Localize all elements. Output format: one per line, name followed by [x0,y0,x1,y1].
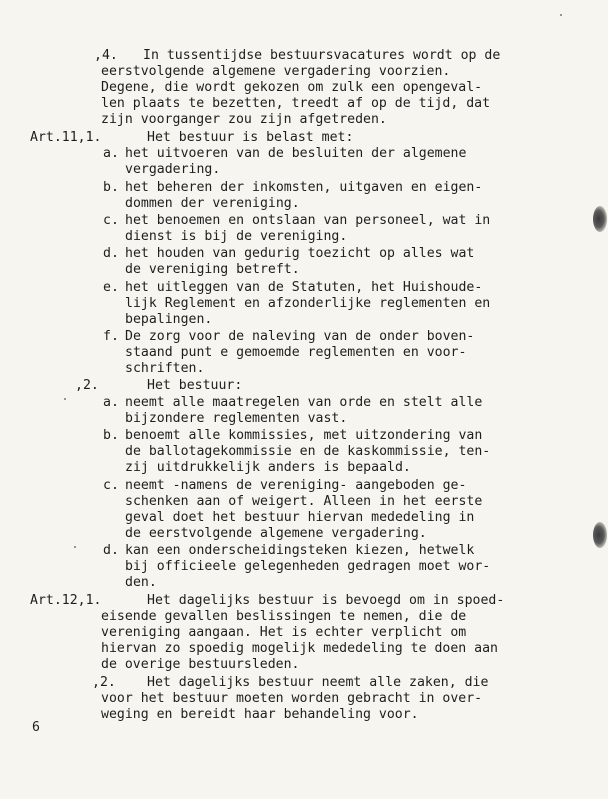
text-line: Degene, die wordt gekozen om zulk een opengeval- [101,80,483,95]
text-line: neemt alle maatregelen van orde en stelt alle [125,395,483,410]
article-heading: Art.12,1. [30,593,102,608]
speck [74,546,76,548]
text-line: bijzondere reglementen vast. [125,411,348,426]
item-marker: ,2. [92,675,116,690]
text-line: zij uitdrukkelijk anders is bepaald. [125,460,411,475]
text-line: dommen der vereniging. [125,196,300,211]
text-line: schriften. [125,361,205,376]
text-line: zijn voorganger zou zijn afgetreden. [101,112,387,127]
text-line: lijk Reglement en afzonderlijke reglementen en [125,296,491,311]
text-line: het uitvoeren van de besluiten der algemene [125,146,467,161]
item-marker: ,4. [94,48,118,63]
text-line: het benoemen en ontslaan van personeel, wat in [125,213,491,228]
item-marker: c. [103,478,119,493]
text-line: de vereniging betreft. [125,262,300,277]
article-heading: Art.11,1. [30,130,102,145]
text-line: de eerstvolgende algemene vergadering. [125,526,427,541]
text-line: het houden van gedurig toezicht op alles wat [125,246,475,261]
page-number: 6 [32,720,40,735]
text-line: neemt -namens de vereniging- aangeboden ge- [125,478,467,493]
item-marker: d. [103,246,119,261]
text-line: bepalingen. [125,312,213,327]
item-marker: e. [103,280,119,295]
text-line: dienst is bij de vereniging. [125,229,348,244]
text-line: Het bestuur is belast met: [147,130,354,145]
text-line: benoemt alle kommissies, met uitzondering van [125,428,483,443]
text-line: De zorg voor de naleving van de onder boven- [125,329,475,344]
item-marker: a. [103,395,119,410]
speck [64,398,66,400]
text-line: schenken aan of weigert. Alleen in het eerste [125,494,483,509]
item-marker: c. [103,213,119,228]
text-line: In tussentijdse bestuursvacatures wordt op de [143,48,501,63]
item-marker: b. [103,180,119,195]
text-line: den. [125,575,157,590]
text-line: len plaats te bezetten, treedt af op de tijd, dat [101,96,491,111]
item-marker: ,2. [75,378,99,393]
item-marker: d. [103,543,119,558]
text-line: hiervan zo spoedig mogelijk mededeling te doen aan [101,641,498,656]
item-marker: b. [103,428,119,443]
text-line: de overige bestuursleden. [101,657,300,672]
text-line: voor het bestuur moeten worden gebracht in over- [101,691,483,706]
item-marker: f. [103,329,119,344]
text-line: het beheren der inkomsten, uitgaven en eigen- [125,180,483,195]
punch-hole [593,522,607,548]
text-line: Het dagelijks bestuur is bevoegd om in spoed- [147,593,505,608]
text-line: staand punt e gemoemde reglementen en voor- [125,345,467,360]
text-line: weging en bereidt haar behandeling voor. [101,707,419,722]
text-line: Het bestuur: [147,378,243,393]
text-line: eerstvolgende algemene vergadering voorzien. [101,64,451,79]
text-line: Het dagelijks bestuur neemt alle zaken, die [147,675,489,690]
punch-hole [593,206,607,232]
text-line: geval doet het bestuur hiervan mededeling in [125,510,475,525]
speck [560,14,562,16]
item-marker: a. [103,146,119,161]
text-line: kan een onderscheidingsteken kiezen, hetwelk [125,543,475,558]
text-line: de ballotagekommissie en de kaskommissie, ten- [125,444,491,459]
text-line: vergadering. [125,162,221,177]
text-line: eisende gevallen beslissingen te nemen, die de [101,609,467,624]
text-line: bij officieele gelegenheden gedragen moet wor- [125,559,491,574]
text-line: het uitleggen van de Statuten, het Huishoude- [125,280,483,295]
text-line: vereniging aangaan. Het is echter verplicht om [101,625,467,640]
